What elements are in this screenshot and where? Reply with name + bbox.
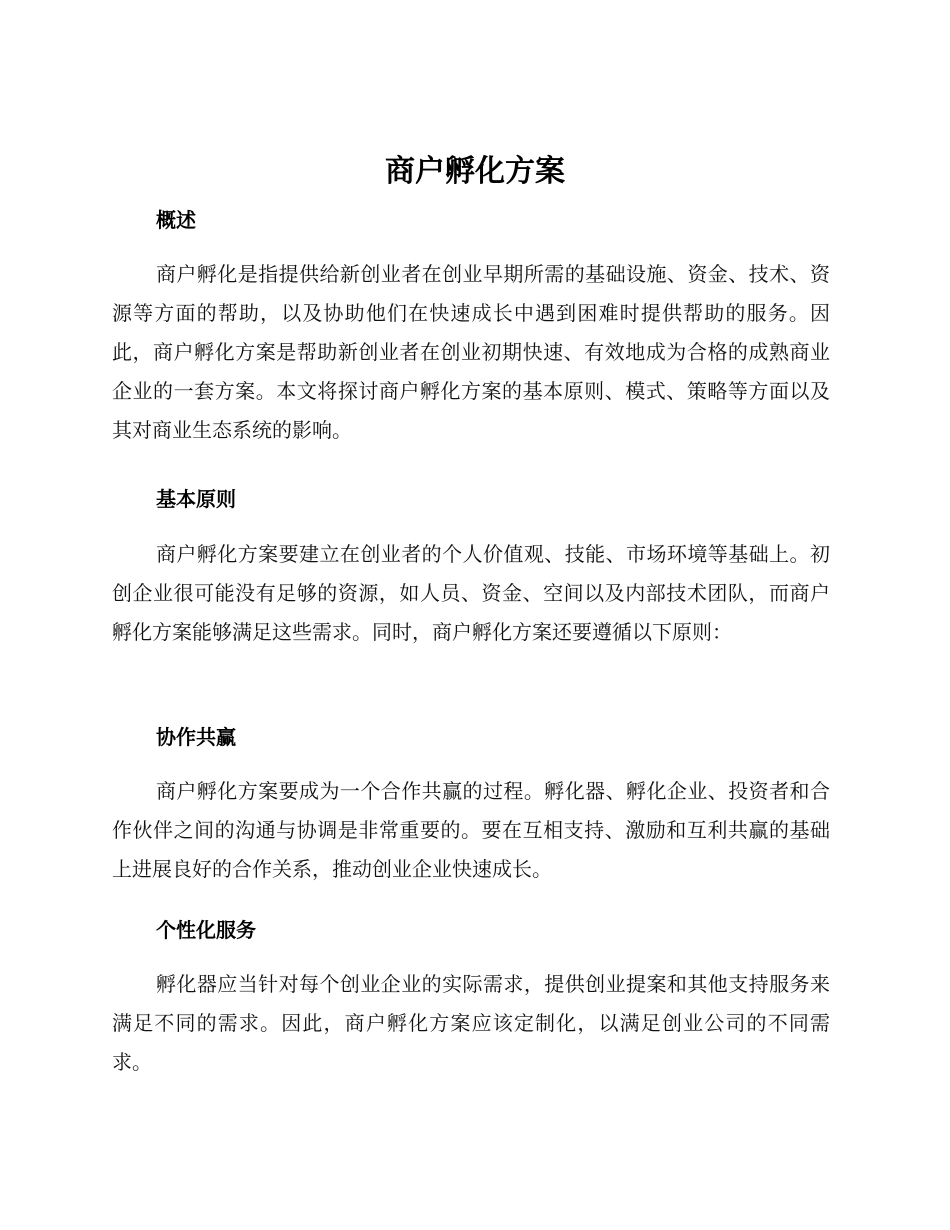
- section-paragraph-overview: 商户孵化是指提供给新创业者在创业早期所需的基础设施、资金、技术、资源等方面的帮助，以及协助他们在快速成长中遇到困难时提供帮助的服务。因此，商户孵化方案是帮助新创业者在创业初期快速、有效地成为合格的成熟商业企业的一套方案。本文将探讨商户孵化方案的基本原则、模式、策略等方面以及其对商业生态系统的影响。: [112, 262, 830, 442]
- section-paragraph-personalized: 孵化器应当针对每个创业企业的实际需求，提供创业提案和其他支持服务来满足不同的需求。因此，商户孵化方案应该定制化，以满足创业公司的不同需求。: [112, 972, 830, 1074]
- section-heading-overview: 概述: [156, 208, 196, 232]
- section-heading-principles: 基本原则: [156, 487, 236, 511]
- document-title: 商户孵化方案: [385, 154, 565, 189]
- section-heading-personalized: 个性化服务: [156, 918, 256, 942]
- section-paragraph-principles: 商户孵化方案要建立在创业者的个人价值观、技能、市场环境等基础上。初创企业很可能没有足够的资源，如人员、资金、空间以及内部技术团队，而商户孵化方案能够满足这些需求。同时，商户孵化方案还要遵循以下原则：: [112, 542, 830, 644]
- section-paragraph-cooperation: 商户孵化方案要成为一个合作共赢的过程。孵化器、孵化企业、投资者和合作伙伴之间的沟通与协调是非常重要的。要在互相支持、激励和互利共赢的基础上进展良好的合作关系，推动创业企业快速成长。: [112, 779, 830, 881]
- section-heading-cooperation: 协作共赢: [156, 725, 236, 749]
